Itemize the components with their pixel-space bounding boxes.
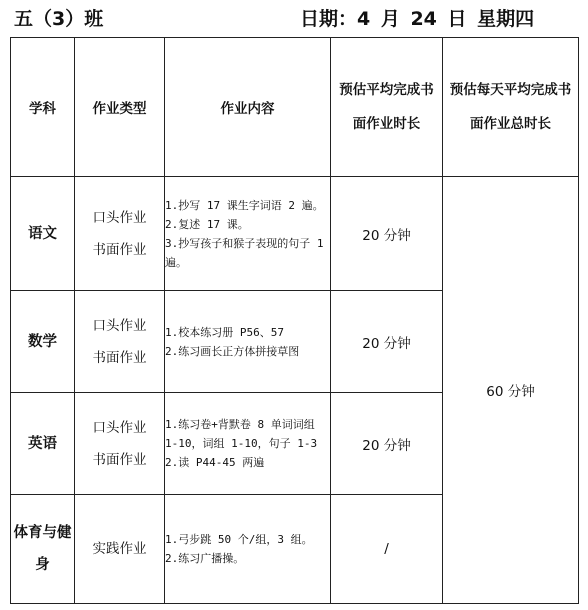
minutes-cell: 20 分钟 xyxy=(331,177,443,291)
content-line: 1.校本练习册 P56、57 xyxy=(165,325,284,339)
homework-content-cell xyxy=(165,495,331,604)
homework-type: 口头作业 xyxy=(92,209,147,226)
header-type: 作业类型 xyxy=(75,38,165,177)
header-est-time: 预估平均完成书面作业时长 xyxy=(331,38,443,177)
date-line: 日期：4 月 24 日 星期四 xyxy=(300,8,535,30)
subject-cell: 数学 xyxy=(11,291,75,393)
daily-total-cell: 60 分钟 xyxy=(443,177,579,604)
content-line: 2.复述 17 课。 xyxy=(165,217,249,231)
homework-type: 口头作业 xyxy=(92,317,147,334)
minutes-cell: / xyxy=(331,495,443,604)
content-line: 1.抄写 17 课生字词语 2 遍。 xyxy=(165,198,324,212)
content-line: 2.读 P44-45 两遍 xyxy=(165,456,265,469)
homework-types-cell xyxy=(75,177,165,291)
table-row xyxy=(11,177,579,291)
minutes-cell: 20 分钟 xyxy=(331,393,443,495)
class-name: 五（3）班 xyxy=(14,8,104,30)
content-line: 2.练习广播操。 xyxy=(165,552,245,565)
homework-content-cell xyxy=(165,291,331,393)
header-content: 作业内容 xyxy=(165,38,331,177)
homework-content-cell xyxy=(165,177,331,291)
homework-types-cell xyxy=(75,393,165,495)
subject-cell: 语文 xyxy=(11,177,75,291)
content-line: 1.弓步跳 50 个/组，3 组。 xyxy=(165,533,313,546)
content-line: 2.练习画长正方体拼接草图 xyxy=(165,344,300,358)
header-row xyxy=(11,38,579,177)
content-line: 1.练习卷+背默卷 8 单词词组 1-10，词组 1-10，句子 1-3 xyxy=(165,418,318,450)
header-subject: 学科 xyxy=(11,38,75,177)
homework-content-cell xyxy=(165,393,331,495)
homework-table xyxy=(10,37,579,604)
homework-types-cell xyxy=(75,291,165,393)
subject-cell: 英语 xyxy=(11,393,75,495)
header-daily-total: 预估每天平均完成书面作业总时长 xyxy=(443,38,579,177)
homework-type: 书面作业 xyxy=(92,349,147,366)
content-line: 3.抄写孩子和猴子表现的句子 1 遍。 xyxy=(165,236,324,269)
homework-type: 实践作业 xyxy=(92,541,147,557)
homework-type: 书面作业 xyxy=(92,451,147,468)
page-header xyxy=(0,0,588,38)
homework-types-cell xyxy=(75,495,165,604)
homework-type: 书面作业 xyxy=(92,241,147,258)
minutes-cell: 20 分钟 xyxy=(331,291,443,393)
homework-type: 口头作业 xyxy=(92,419,147,436)
subject-cell: 体育与健身 xyxy=(11,495,75,604)
